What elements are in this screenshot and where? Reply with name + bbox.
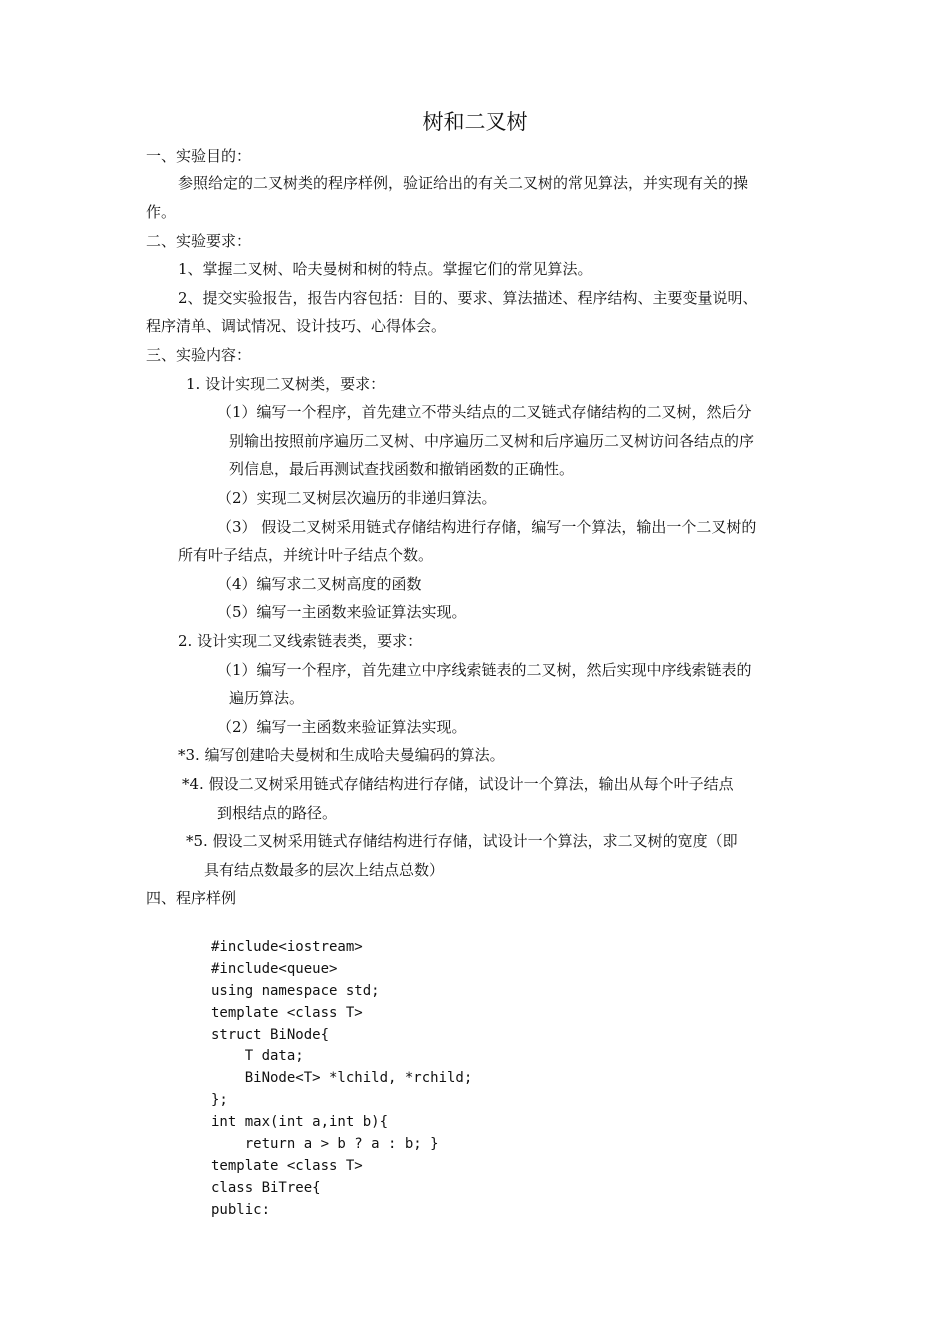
code-line: template <class T> (211, 1157, 363, 1174)
section4-heading: 四、程序样例 (146, 889, 237, 907)
task1-sub3-line1: （3） 假设二叉树采用链式存储结构进行存储，编写一个算法，输出一个二叉树的 (217, 518, 757, 536)
section2-item2-line1: 2、提交实验报告，报告内容包括：目的、要求、算法描述、程序结构、主要变量说明、 (178, 289, 758, 307)
section2-item1: 1、掌握二叉树、哈夫曼树和树的特点。掌握它们的常见算法。 (178, 260, 593, 278)
section1-paragraph-line1: 参照给定的二叉树类的程序样例，验证给出的有关二叉树的常见算法，并实现有关的操 (178, 174, 749, 192)
section3-heading: 三、实验内容： (146, 346, 252, 364)
code-line: class BiTree{ (211, 1179, 321, 1196)
task1-sub1-line3: 列信息，最后再测试查找函数和撤销函数的正确性。 (229, 460, 575, 478)
task1-sub4: （4）编写求二叉树高度的函数 (217, 575, 422, 593)
task1-sub5: （5）编写一主函数来验证算法实现。 (217, 603, 467, 621)
code-line: struct BiNode{ (211, 1026, 330, 1043)
task2-sub1-line1: （1）编写一个程序，首先建立中序线索链表的二叉树，然后实现中序线索链表的 (217, 661, 752, 679)
code-line: template <class T> (211, 1004, 363, 1021)
task1-sub1-line2: 别输出按照前序遍历二叉树、中序遍历二叉树和后序遍历二叉树访问各结点的序 (229, 432, 755, 450)
section2-heading: 二、实验要求： (146, 232, 252, 250)
task4-line2: 到根结点的路径。 (217, 804, 338, 822)
code-line: T data; (211, 1048, 304, 1065)
task1-sub1-line1: （1）编写一个程序，首先建立不带头结点的二叉链式存储结构的二叉树，然后分 (217, 403, 752, 421)
task2-title: 2. 设计实现二叉线索链表类，要求： (178, 632, 423, 650)
code-line: }; (211, 1092, 228, 1109)
code-line: using namespace std; (211, 982, 380, 999)
code-line: BiNode<T> *lchild, *rchild; (211, 1070, 473, 1087)
section2-item2-line2: 程序清单、调试情况、设计技巧、心得体会。 (146, 317, 447, 335)
code-line: public: (211, 1201, 271, 1218)
task1-sub2: （2）实现二叉树层次遍历的非递归算法。 (217, 489, 497, 507)
code-line: int max(int a,int b){ (211, 1114, 389, 1131)
task1-sub3-line2: 所有叶子结点，并统计叶子结点个数。 (178, 546, 434, 564)
code-line: #include<queue> (211, 960, 338, 977)
task2-sub1-line2: 遍历算法。 (229, 689, 305, 707)
document-title: 树和二叉树 (422, 110, 528, 134)
code-line: #include<iostream> (211, 939, 363, 955)
task3: *3. 编写创建哈夫曼树和生成哈夫曼编码的算法。 (178, 746, 505, 764)
section1-paragraph-line2: 作。 (146, 203, 177, 221)
code-line: return a > b ? a : b; } (211, 1136, 439, 1153)
section1-heading: 一、实验目的： (146, 147, 252, 165)
task5-line1: *5. 假设二叉树采用链式存储结构进行存储，试设计一个算法，求二叉树的宽度（即 (186, 832, 738, 850)
task2-sub2: （2）编写一主函数来验证算法实现。 (217, 718, 467, 736)
task5-line2: 具有结点数最多的层次上结点总数） (204, 861, 445, 879)
task4-line1: *4. 假设二叉树采用链式存储结构进行存储，试设计一个算法，输出从每个叶子结点 (182, 775, 734, 793)
code-sample (211, 937, 472, 1222)
task1-title: 1. 设计实现二叉树类，要求： (186, 375, 386, 393)
